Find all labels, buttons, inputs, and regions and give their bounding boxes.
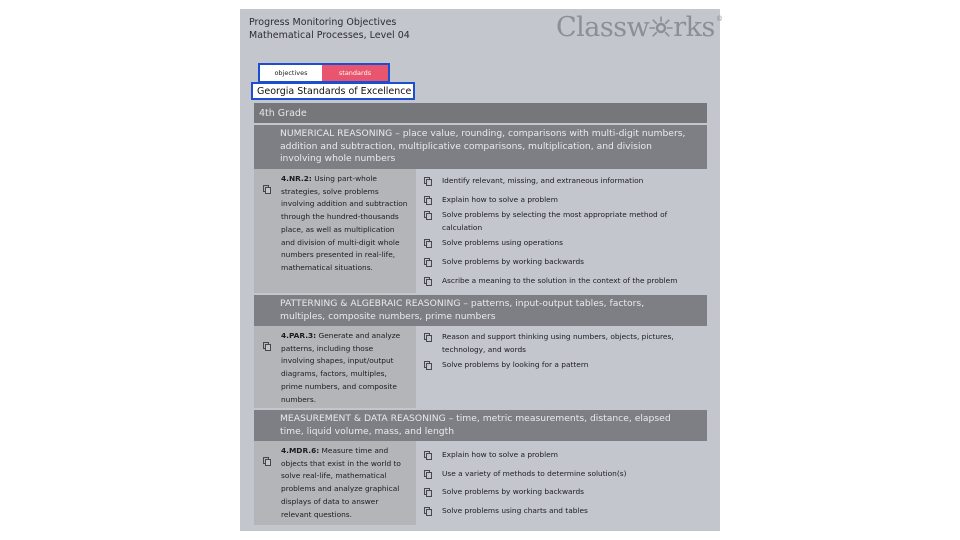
objectives-panel [240, 9, 723, 531]
standard-text [281, 445, 408, 521]
copy-icon[interactable] [424, 333, 432, 342]
domain-title [280, 413, 691, 438]
standard-description: Using part-whole strategies, solve problems involving addition and subtraction through the hundred-thousands place, as well as multiplication and division of multi-digit whole numbers presented in real-life, mathematical situations. [281, 174, 408, 272]
standard-code: 4.NR.2: [281, 174, 312, 183]
domain-description: – time, metric measurements, distance, elapsed time, liquid volume, mass, and length [280, 413, 671, 437]
objective-text: Solve problems using operations [442, 238, 563, 247]
domain-header [254, 410, 707, 441]
standard-card [254, 169, 416, 293]
copy-icon[interactable] [263, 457, 271, 466]
objective-text: Ascribe a meaning to the solution in the context of the problem [442, 276, 678, 285]
tab-objectives[interactable]: objectives [260, 65, 322, 81]
standard-code: 4.PAR.3: [281, 331, 317, 340]
copy-icon[interactable] [424, 258, 432, 267]
logo-text-start: Classw [556, 11, 650, 43]
logo-text-end: rks [673, 11, 715, 43]
standard-description: Generate and analyze patterns, including those involving shapes, input/output diagrams, factors, multiples, prime numbers, and composite numbers. [281, 331, 401, 404]
copy-icon[interactable] [424, 451, 432, 460]
objective-text: Use a variety of methods to determine solution(s) [442, 469, 627, 478]
domain-description: – place value, rounding, comparisons with multi-digit numbers, addition and subtraction, multiplicative comparisons, multiplication, and division involving whole numbers [280, 128, 686, 164]
domain-title [280, 128, 691, 166]
objective-text: Solve problems by working backwards [442, 257, 584, 266]
objective-text: Explain how to solve a problem [442, 195, 558, 204]
domain-header [254, 125, 707, 169]
copy-icon[interactable] [424, 177, 432, 186]
standard-description: Measure time and objects that exist in the world to solve real-life, mathematical problems and analyze graphical displays of data to answer relevant questions. [281, 446, 401, 519]
standard-code: 4.MDR.6: [281, 446, 320, 455]
domain-name: MEASUREMENT & DATA REASONING [280, 413, 446, 424]
objective-text: Identify relevant, missing, and extraneous information [442, 176, 644, 185]
objective-text: Solve problems by selecting the most appropriate method of calculation [442, 210, 668, 232]
header-subtitle: Mathematical Processes, Level 04 [249, 30, 410, 41]
standard-card [254, 441, 416, 525]
copy-icon[interactable] [424, 488, 432, 497]
domain-description: – patterns, input-output tables, factors, multiples, composite numbers, prime numbers [280, 298, 645, 322]
grade-header: 4th Grade [254, 103, 707, 123]
copy-icon[interactable] [424, 277, 432, 286]
view-toggle [258, 63, 390, 83]
standard-card [254, 326, 416, 408]
objective-text: Reason and support thinking using numbers, objects, pictures, technology, and words [442, 332, 674, 354]
standard-text [281, 173, 408, 275]
objective-text: Solve problems by looking for a pattern [442, 360, 589, 369]
objective-text: Explain how to solve a problem [442, 450, 558, 459]
logo-swirl-icon [649, 15, 673, 39]
copy-icon[interactable] [424, 211, 432, 220]
copy-icon[interactable] [424, 196, 432, 205]
copy-icon[interactable] [263, 342, 271, 351]
copy-icon[interactable] [424, 239, 432, 248]
domain-title [280, 298, 691, 323]
domain-header [254, 295, 707, 326]
standards-set-label: Georgia Standards of Excellence [251, 82, 415, 100]
header-title: Progress Monitoring Objectives [249, 17, 397, 28]
domain-name: NUMERICAL REASONING [280, 128, 393, 139]
objective-text: Solve problems using charts and tables [442, 506, 588, 515]
tab-standards[interactable]: standards [322, 65, 388, 81]
copy-icon[interactable] [263, 185, 271, 194]
classworks-logo [556, 9, 722, 45]
copy-icon[interactable] [424, 507, 432, 516]
standard-text [281, 330, 408, 406]
copy-icon[interactable] [424, 361, 432, 370]
domain-name: PATTERNING & ALGEBRAIC REASONING [280, 298, 461, 309]
logo-registered-mark: ® [715, 15, 723, 23]
objective-text: Solve problems by working backwards [442, 487, 584, 496]
copy-icon[interactable] [424, 470, 432, 479]
